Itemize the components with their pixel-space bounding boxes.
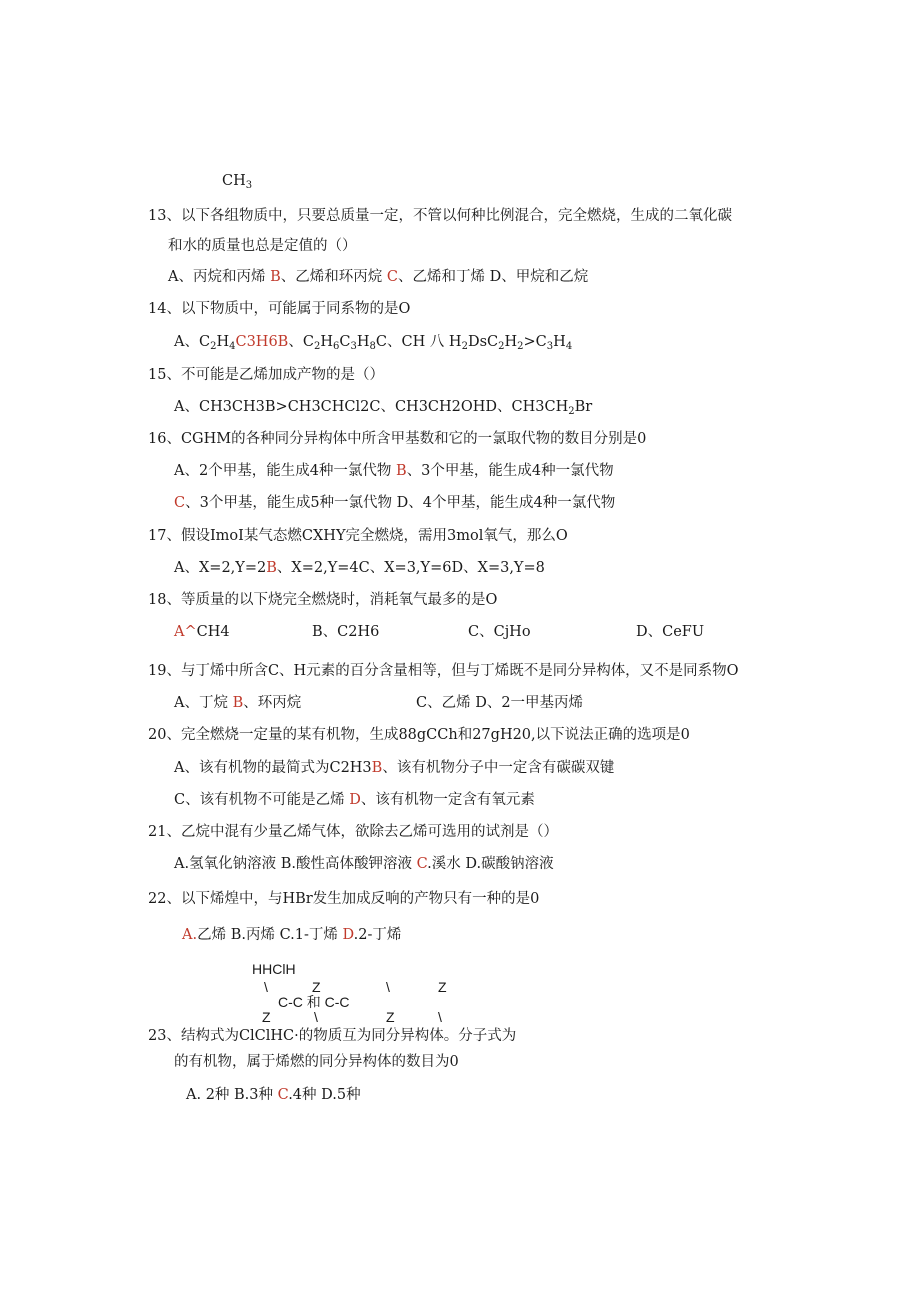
struct-row-1: HHClH <box>252 961 296 977</box>
q17-stem: 17、假设ImoI某气态燃CXHY完全燃烧，需用3mol氧气，那么O <box>148 528 568 544</box>
struct-row-2-z-2: Z <box>438 979 447 995</box>
struct-row-2-z-1: Z <box>312 979 321 995</box>
q16-options-ab: A、2个甲基，能生成4种一氯代物 B、3个甲基，能生成4种一氯代物 <box>174 463 614 479</box>
q14-stem: 14、以下物质中，可能属于同系物的是O <box>148 301 411 317</box>
q22-options: A.乙烯 B.丙烯 C.1-丁烯 D.2-丁烯 <box>182 927 402 943</box>
q16-stem: 16、CGHM的各种同分异构体中所含甲基数和它的一氯取代物的数目分别是0 <box>148 431 647 447</box>
struct-row-4-z-2: Z <box>386 1009 395 1025</box>
q20-options-ab: A、该有机物的最简式为C2H3B、该有机物分子中一定含有碳碳双键 <box>174 760 615 776</box>
q18-stem: 18、等质量的以下烧完全燃烧时，消耗氧气最多的是O <box>148 592 498 608</box>
q13-options: A、丙烷和丙烯 B、乙烯和环丙烷 C、乙烯和丁烯 D、甲烷和乙烷 <box>168 269 589 285</box>
q19-options-cd: C、乙烯 D、2一甲基丙烯 <box>416 695 584 711</box>
struct-row-4-backslash-2: \ <box>438 1009 442 1025</box>
q15-options: A、CH3CH3B>CH3CHCl2C、CH3CH2OHD、$CH3CH_2Br$ <box>174 399 593 417</box>
q18-option-a: A^CH4 <box>174 624 230 640</box>
q18-option-c: C、CjHo <box>468 624 531 640</box>
q23-options: A. 2种 B.3种 C.4种 D.5种 <box>186 1087 361 1103</box>
struct-row-4-z-1: Z <box>262 1009 271 1025</box>
q20-stem: 20、完全燃烧一定量的某有机物，生成88gCCh和27gH20,以下说法正确的选项是0 <box>148 727 690 743</box>
q23-stem-1: 23、结构式为ClClHC·的物质互为同分异构体。分子式为 <box>148 1028 517 1044</box>
q13-stem-1: 13、以下各组物质中，只要总质量一定，不管以何种比例混合，完全燃烧，生成的二氧化碳 <box>148 208 732 224</box>
q19-options-ab: A、丁烷 B、环丙烷 <box>174 695 302 711</box>
q17-options: A、X=2,Y=2B、X=2,Y=4C、X=3,Y=6D、X=3,Y=8 <box>174 560 545 576</box>
q22-stem: 22、以下烯煌中，与HBr发生加成反响的产物只有一种的是0 <box>148 891 540 907</box>
q14-options: A、$C_2H_4C3H6B$、$C_2H_6C_3H_8C$、CH 八 $H_2DsC_2H_2>C_3H_4$ <box>174 334 573 352</box>
q21-options: A.氢氧化钠溶液 B.酸性高体酸钾溶液 C.溪水 D.碳酸钠溶液 <box>174 856 554 872</box>
q16-options-cd: C、3个甲基，能生成5种一氯代物 D、4个甲基，能生成4种一氯代物 <box>174 495 616 511</box>
q18-option-d: D、CeFU <box>636 624 705 640</box>
q23-stem-2: 的有机物，属于烯燃的同分异构体的数目为0 <box>174 1054 459 1070</box>
q20-options-cd: C、该有机物不可能是乙烯 D、该有机物一定含有氧元素 <box>174 792 535 808</box>
struct-row-2-backslash-2: \ <box>386 979 390 995</box>
q18-option-b: B、C2H6 <box>312 624 380 640</box>
q19-stem: 19、与丁烯中所含C、H元素的百分含量相等，但与丁烯既不是同分异构体，又不是同系物O <box>148 663 739 679</box>
q15-stem: 15、不可能是乙烯加成产物的是（） <box>148 367 384 383</box>
q13-stem-2: 和水的质量也总是定值的（） <box>168 238 357 254</box>
struct-row-2-backslash-1: \ <box>264 979 268 995</box>
q21-stem: 21、乙烷中混有少量乙烯气体，欲除去乙烯可选用的试剂是（） <box>148 824 558 840</box>
top-fragment: $CH_3$ <box>222 173 253 191</box>
struct-row-3: C-C 和 C-C <box>278 994 350 1010</box>
struct-row-4-backslash-1: \ <box>314 1009 318 1025</box>
